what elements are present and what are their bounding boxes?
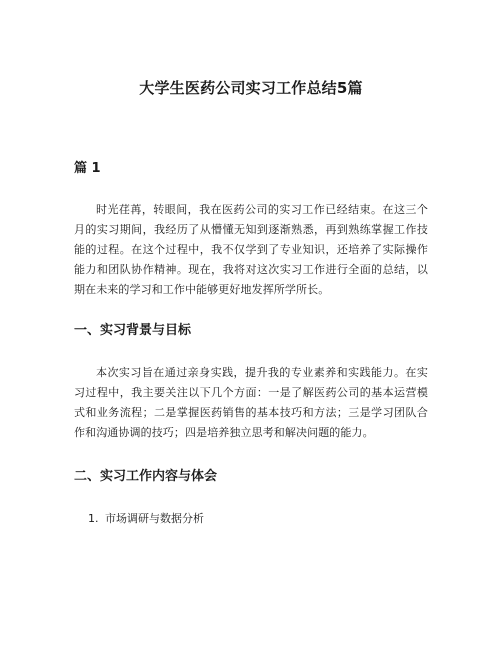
intro-paragraph: 时光荏苒，转眼间，我在医药公司的实习工作已经结束。在这三个月的实习期间，我经历了从懵懂无知到逐渐熟悉，再到熟练掌握工作技能的过程。在这个过程中，我不仅学到了专业知识，还培养了实际操作能力和团队协作精神。现在，我将对这次实习工作进行全面的总结，以期在未来的学习和工作中能够更好地发挥所学所长。 [74, 203, 428, 296]
section-heading-work-content: 二、实习工作内容与体会 [74, 469, 218, 484]
list-item-number: 1. [88, 512, 99, 525]
section-heading-background-goals: 一、实习背景与目标 [74, 323, 192, 338]
list-item [88, 509, 428, 529]
background-paragraph: 本次实习旨在通过亲身实践，提升我的专业素养和实践能力。在实习过程中，我主要关注以下几个方面：一是了解医药公司的基本运营模式和业务流程；二是掌握医药销售的基本技巧和方法；三是学习团队合作和沟通协调的技巧；四是培养独立思考和解决问题的能力。 [74, 366, 428, 439]
list-item-text: 市场调研与数据分析 [105, 512, 204, 525]
document-title: 大学生医药公司实习工作总结5篇 [139, 79, 363, 97]
section-heading-part-1: 篇 1 [74, 161, 101, 176]
